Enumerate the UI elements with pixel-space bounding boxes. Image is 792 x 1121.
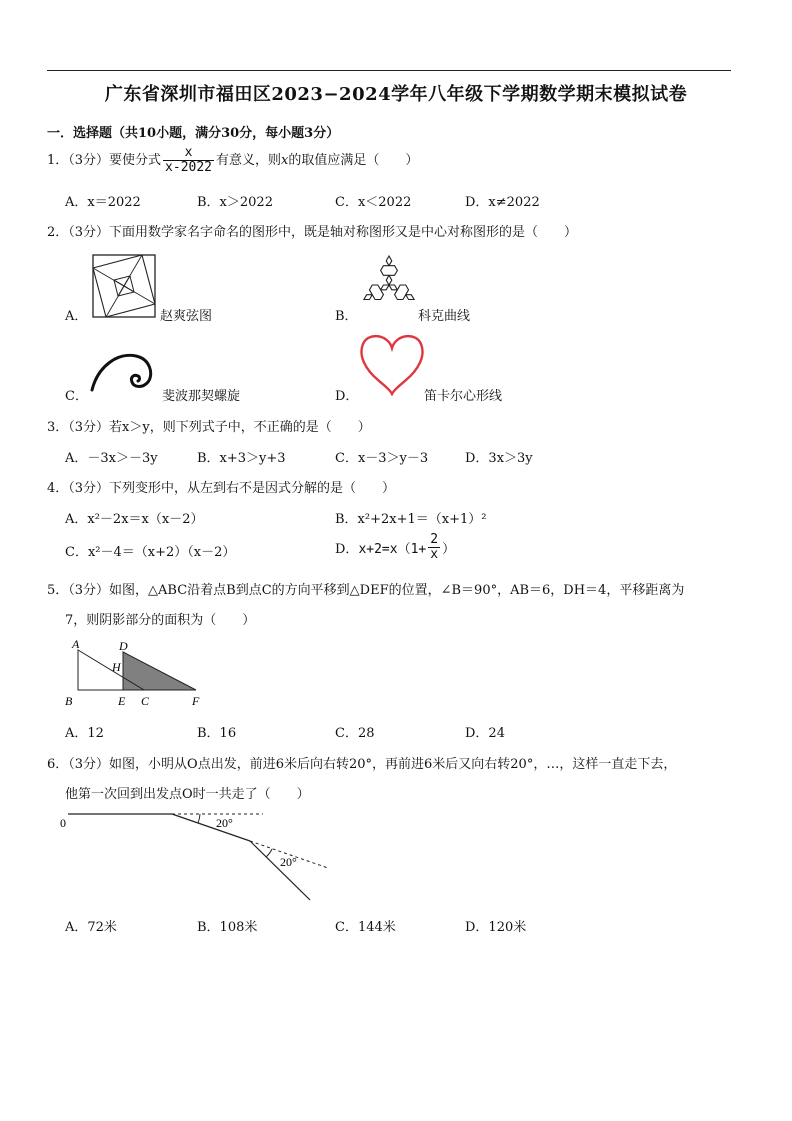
q1-variable: x — [281, 153, 289, 168]
q1-option-d[interactable]: D．x≠2022 — [465, 195, 540, 210]
q4-option-b[interactable]: B．x²+2x+1＝（x+1）² — [335, 512, 487, 527]
q2-option-b-letter[interactable]: B． — [335, 309, 358, 324]
label-o: 0 — [60, 816, 66, 830]
angle-label-1: 20° — [216, 816, 233, 830]
question-4-stem: 4．（3分）下列变形中，从左到右不是因式分解的是（ ） — [47, 481, 396, 496]
q4-option-a[interactable]: A．x²－2x＝x（x－2） — [65, 512, 204, 527]
q1-option-a[interactable]: A．x＝2022 — [65, 195, 141, 210]
q4-option-d-denominator: x — [430, 547, 439, 562]
q1-fraction-numerator: x — [184, 145, 193, 160]
q4-option-d-letter: D． — [335, 542, 359, 557]
q3-option-d[interactable]: D．3x＞3y — [465, 451, 533, 466]
q5-option-a[interactable]: A．12 — [65, 726, 104, 741]
cardioid-heart-figure — [358, 330, 426, 396]
header-rule — [47, 70, 731, 71]
q5-option-b[interactable]: B．16 — [197, 726, 237, 741]
q4-option-d-numerator: 2 — [430, 532, 439, 547]
section-heading: 一．选择题（共10小题，满分30分，每小题3分） — [47, 126, 340, 141]
question-6-stem-line1: 6．（3分）如图，小明从O点出发，前进6米后向右转20°，再前进6米后又向右转20°，…，这样一直走下去， — [47, 757, 677, 772]
q5-option-d[interactable]: D．24 — [465, 726, 505, 741]
q2-option-d-name: 笛卡尔心形线 — [424, 389, 503, 404]
label-d: D — [119, 639, 128, 653]
q4-option-d-expr-pre: x+2=x（1+ — [358, 542, 427, 557]
question-3-stem: 3．（3分）若x＞y，则下列式子中，不正确的是（ ） — [47, 420, 371, 435]
question-5-stem-line2: 7，则阴影部分的面积为（ ） — [65, 613, 256, 628]
fibonacci-spiral-figure — [88, 346, 158, 396]
q6-option-a[interactable]: A．72米 — [65, 920, 117, 935]
q6-option-c[interactable]: C．144米 — [335, 920, 396, 935]
page-title: 广东省深圳市福田区2023−2024学年八年级下学期数学期末模拟试卷 — [104, 84, 688, 105]
heart-outline — [361, 336, 422, 394]
q2-option-c-letter[interactable]: C． — [65, 389, 88, 404]
label-a: A — [72, 637, 80, 651]
label-h: H — [112, 660, 121, 674]
koch-curve-outline — [364, 256, 414, 300]
koch-curve-figure — [356, 250, 422, 316]
q1-stem-post: 的取值应满足（ ） — [288, 153, 419, 168]
question-5-stem-line1: 5．（3分）如图，△ABC沿着点B到点C的方向平移到△DEF的位置，∠B＝90°，AB＝6，DH＝4，平移距离为 — [47, 583, 685, 598]
q4-option-d[interactable] — [335, 533, 455, 562]
q2-option-b-name: 科克曲线 — [418, 309, 471, 324]
q3-option-c[interactable]: C．x－3＞y－3 — [335, 451, 429, 466]
q1-stem-mid: 有意义，则 — [216, 153, 282, 168]
q6-option-b[interactable]: B．108米 — [197, 920, 258, 935]
label-c: C — [141, 694, 150, 708]
zhao-shuang-diagram-figure — [92, 254, 156, 318]
q4-option-c[interactable]: C．x²－4＝（x+2）（x－2） — [65, 545, 236, 560]
q4-option-d-fraction — [428, 533, 440, 562]
question-6-stem-line2: 他第一次回到出发点O时一共走了（ ） — [65, 787, 310, 802]
q3-option-a[interactable]: A．－3x＞－3y — [65, 451, 158, 466]
q2-option-d-letter[interactable]: D． — [335, 389, 359, 404]
q4-option-d-expr-post: ） — [442, 542, 456, 557]
q2-option-a-letter[interactable]: A． — [65, 309, 88, 324]
question-2-stem: 2．（3分）下面用数学家名字命名的图形中，既是轴对称图形又是中心对称图形的是（ ） — [47, 225, 578, 240]
q3-option-b[interactable]: B．x+3＞y+3 — [197, 451, 286, 466]
q1-fraction-denominator: x-2022 — [165, 160, 213, 175]
q1-stem-pre: 1．（3分）要使分式 — [47, 153, 162, 168]
label-b: B — [65, 694, 73, 708]
label-e: E — [118, 694, 126, 708]
angle-label-2: 20° — [280, 855, 297, 869]
q5-option-c[interactable]: C．28 — [335, 726, 375, 741]
q2-option-a-name: 赵爽弦图 — [160, 309, 213, 324]
question-1-stem — [47, 146, 418, 175]
q1-option-b[interactable]: B．x＞2022 — [197, 195, 273, 210]
walking-path-figure — [58, 806, 338, 906]
translation-triangle-figure — [60, 636, 210, 710]
label-f: F — [192, 694, 200, 708]
q1-option-c[interactable]: C．x＜2022 — [335, 195, 412, 210]
q6-option-d[interactable]: D．120米 — [465, 920, 527, 935]
q2-option-c-name: 斐波那契螺旋 — [162, 389, 241, 404]
q1-fraction — [163, 146, 214, 175]
